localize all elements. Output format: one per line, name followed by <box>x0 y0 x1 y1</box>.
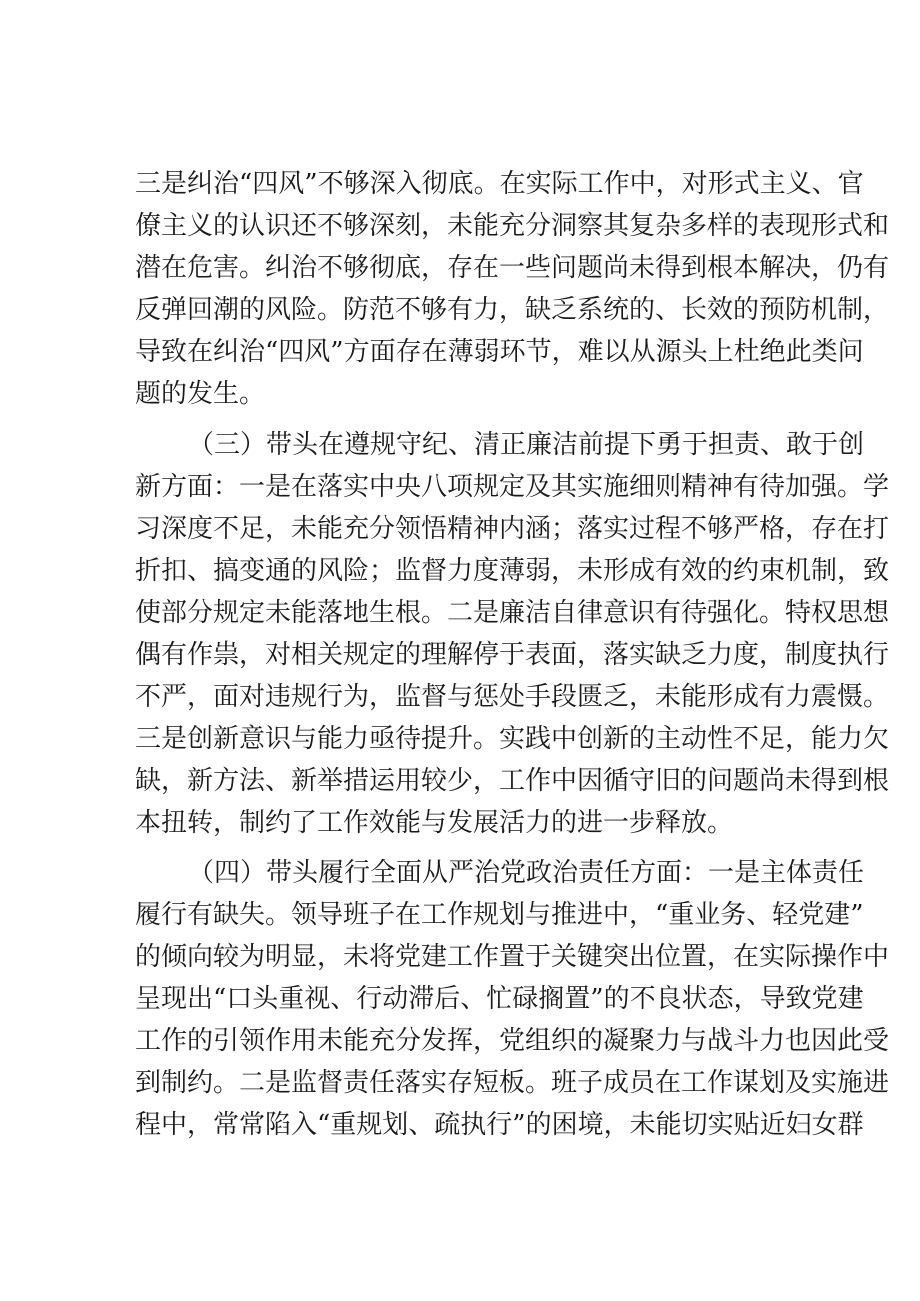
text-line: 本扭转，制约了工作效能与发展活力的进一步释放。 <box>135 808 734 838</box>
text-line: 潜在危害。纠治不够彻底，存在一些问题尚未得到根本解决，仍有 <box>135 253 890 283</box>
text-line: 导致在纠治“四风”方面存在薄弱环节，难以从源头上杜绝此类问 <box>135 337 864 367</box>
text-line: 习深度不足，未能充分领悟精神内涵；落实过程不够严格，存在打 <box>135 514 890 544</box>
text-line: 的倾向较为明显，未将党建工作置于关键突出位置，在实际操作中 <box>135 942 890 972</box>
text-line: 呈现出“口头重视、行动滞后、忙碌搁置”的不良状态，导致党建 <box>135 984 864 1014</box>
text-line: 缺，新方法、新举措运用较少，工作中因循守旧的问题尚未得到根 <box>135 766 890 796</box>
section-heading-line: （三）带头在遵规守纪、清正廉洁前提下勇于担责、敢于创 <box>188 430 865 460</box>
text-line: 三是纠治“四风”不够深入彻底。在实际工作中，对形式主义、官 <box>135 169 864 199</box>
text-line: 折扣、搞变通的风险；监督力度薄弱，未形成有效的约束机制，致 <box>135 556 890 586</box>
text-line: 不严，面对违规行为，监督与惩处手段匮乏，未能形成有力震慑。 <box>135 682 890 712</box>
text-line: 僚主义的认识还不够深刻，未能充分洞察其复杂多样的表现形式和 <box>135 211 890 241</box>
text-line: 到制约。二是监督责任落实存短板。班子成员在工作谋划及实施进 <box>135 1068 890 1098</box>
text-line: 反弹回潮的风险。防范不够有力，缺乏系统的、长效的预防机制， <box>135 295 890 325</box>
text-line: 程中，常常陷入“重规划、疏执行”的困境，未能切实贴近妇女群 <box>135 1110 864 1140</box>
text-line: 偶有作祟，对相关规定的理解停于表面，落实缺乏力度，制度执行 <box>135 640 890 670</box>
text-line: 工作的引领作用未能充分发挥，党组织的凝聚力与战斗力也因此受 <box>135 1026 890 1056</box>
text-line: 履行有缺失。领导班子在工作规划与推进中，“重业务、轻党建” <box>135 900 864 930</box>
text-line: 新方面：一是在落实中央八项规定及其实施细则精神有待加强。学 <box>135 472 890 502</box>
text-line: 三是创新意识与能力亟待提升。实践中创新的主动性不足，能力欠 <box>135 724 890 754</box>
section-heading-line: （四）带头履行全面从严治党政治责任方面：一是主体责任 <box>188 858 865 888</box>
text-line: 使部分规定未能落地生根。二是廉洁自律意识有待强化。特权思想 <box>135 598 890 628</box>
text-line: 题的发生。 <box>135 379 266 409</box>
